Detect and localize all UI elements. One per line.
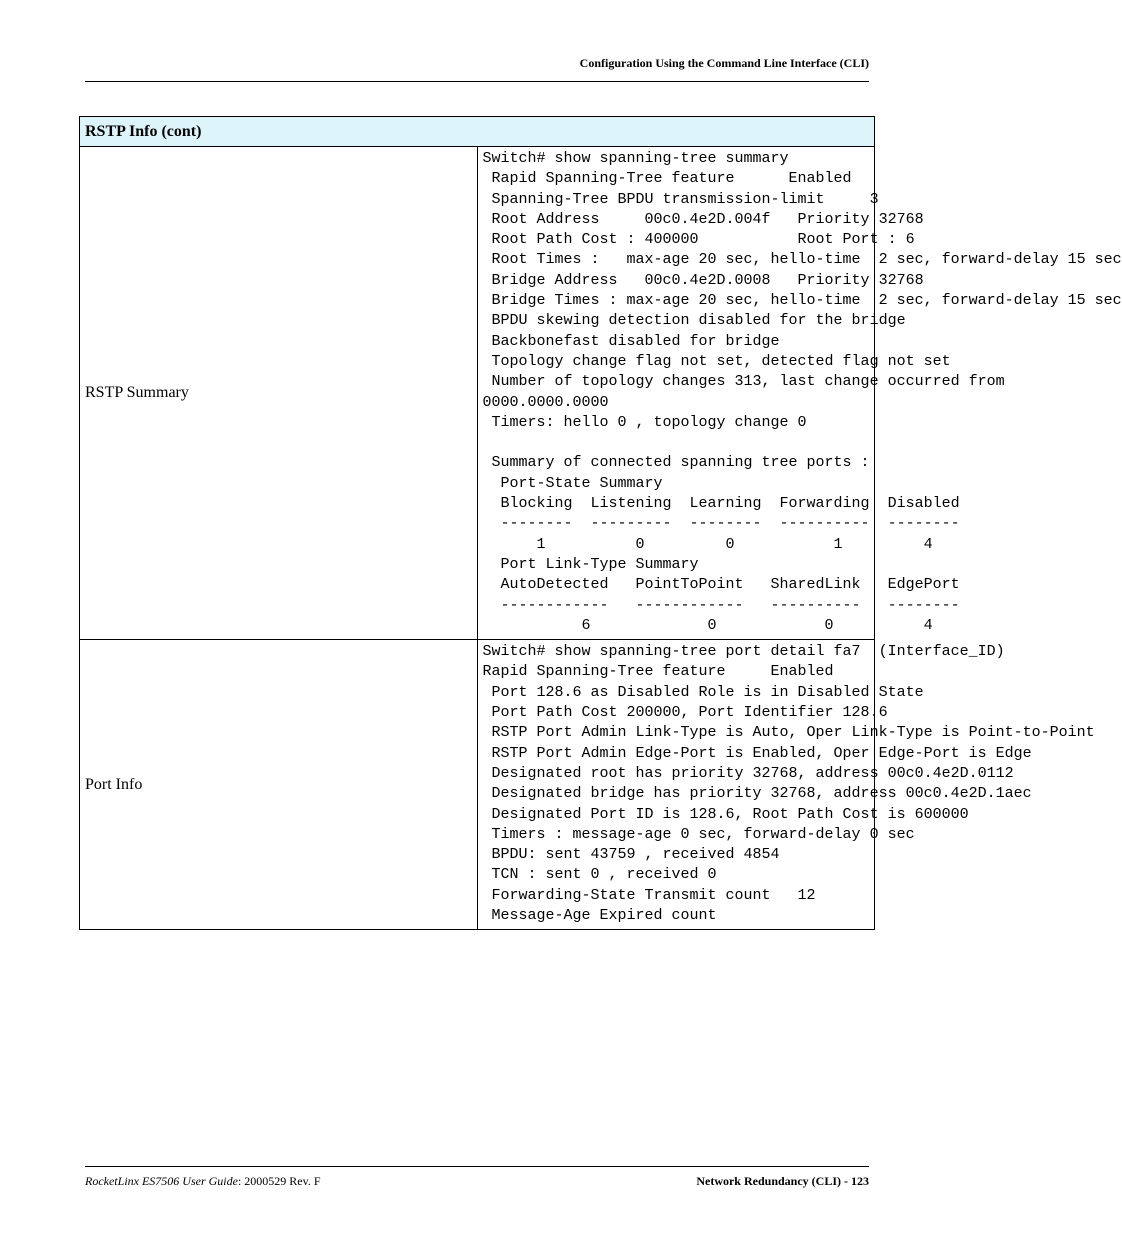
table-title: RSTP Info (cont) (80, 117, 875, 147)
footer-product-name: RocketLinx ES7506 User Guide (85, 1174, 238, 1188)
cli-output-rstp-summary: Switch# show spanning-tree summary Rapid Spanning-Tree feature Enabled Spanning-Tree BPDU transmission-limit 3 Root Address 00c0.4e2D.004f Priority 32768 Root Path Cost : 400000 Root Port : 6 Root Times : max-age 20 sec, hello-time 2 sec, forward-delay 15 sec Bridge Address 00c0.4e2D.0008 Priority 32768 Bridge Times : max-age 20 sec, hello-time 2 sec, forward-delay 15 sec BPDU skewing detection disabled for the bridge Backbonefast disabled for bridge Topology change flag not set, detected flag not set Number of topology changes 313, last change occurred from 0000.0000.0000 Timers: hello 0 , topology change 0 Summary of connected spanning tree ports : Port-State Summary Blocking Listening Learning Forwarding Disabled -------- --------- -------- ---------- -------- 1 0 0 1 4 Port Link-Type Summary AutoDetected PointToPoint SharedLink EdgePort ------------ ------------ ---------- -------- 6 0 0 4 (482, 150, 1122, 634)
rstp-info-table (79, 116, 1122, 930)
row-label-rstp-summary: RSTP Summary (80, 147, 478, 640)
footer-divider (85, 1166, 869, 1167)
header-divider (85, 81, 869, 82)
footer-doc-number: : 2000529 Rev. F (237, 1174, 321, 1188)
table-row-port-info (80, 640, 875, 930)
row-label-port-info: Port Info (80, 640, 478, 930)
table-title-row (80, 117, 875, 147)
footer-document-info (85, 1174, 321, 1189)
table-row-rstp-summary (80, 147, 875, 640)
cli-output-port-info: Switch# show spanning-tree port detail fa7 (Interface_ID) Rapid Spanning-Tree feature Enabled Port 128.6 as Disabled Role is in Disabled State Port Path Cost 200000, Port Identifier 128.6 RSTP Port Admin Link-Type is Auto, Oper Link-Type is Point-to-Point RSTP Port Admin Edge-Port is Enabled, Oper Edge-Port is Edge Designated root has priority 32768, address 00c0.4e2D.0112 Designated bridge has priority 32768, address 00c0.4e2D.1aec Designated Port ID is 128.6, Root Path Cost is 600000 Timers : message-age 0 sec, forward-delay 0 sec BPDU: sent 43759 , received 4854 TCN : sent 0 , received 0 Forwarding-State Transmit count 12 Message-Age Expired count (482, 643, 1095, 924)
code-cell-port-info (477, 640, 1095, 930)
footer-section-page: Network Redundancy (CLI) - 123 (696, 1174, 869, 1188)
page-header-title: Configuration Using the Command Line Interface (CLI) (579, 56, 869, 70)
code-cell-rstp-summary (477, 147, 1122, 640)
